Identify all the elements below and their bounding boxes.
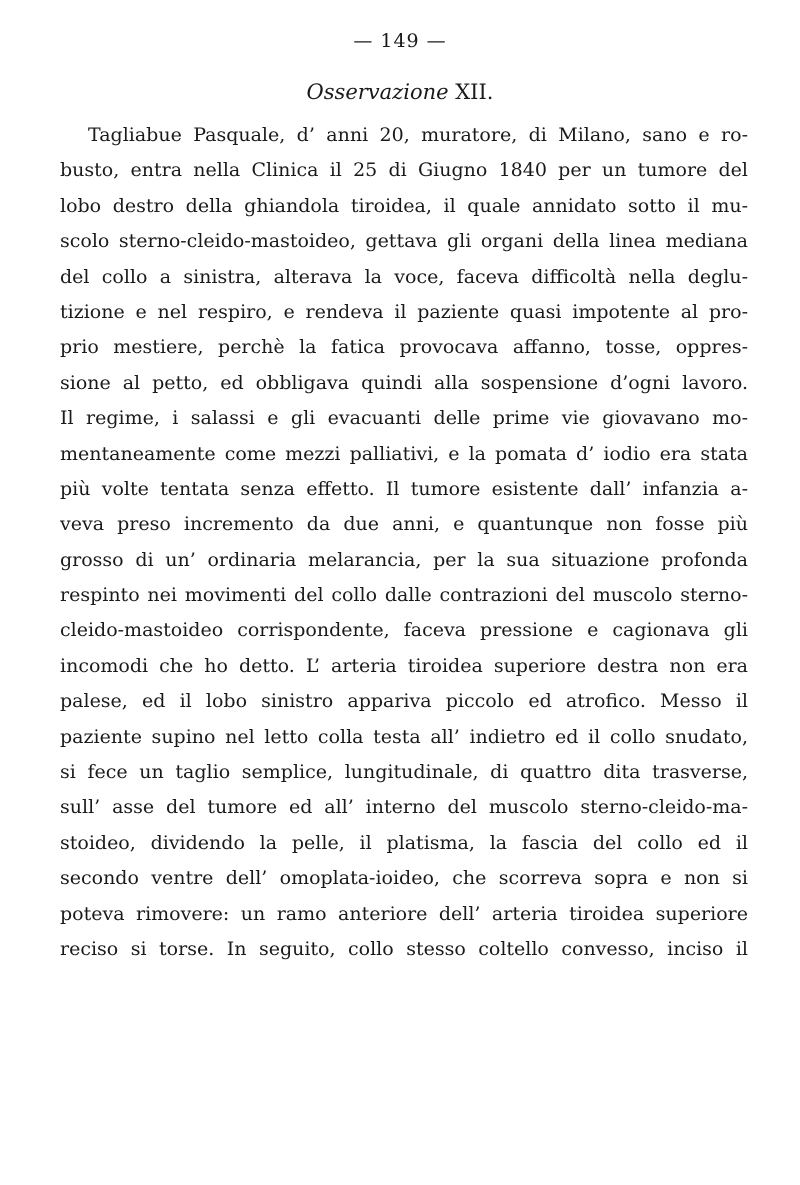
text-line: del collo a sinistra, alterava la voce, faceva difficoltà nella deglu- bbox=[60, 265, 748, 288]
text-line: reciso si torse. In seguito, collo stesso coltello convesso, inciso il bbox=[60, 937, 748, 960]
text-line: grosso di un’ ordinaria melarancia, per la sua situazione profonda bbox=[60, 548, 748, 571]
text-line: lobo destro della ghiandola tiroidea, il quale annidato sotto il mu- bbox=[60, 194, 748, 217]
text-line: scolo sterno-cleido-mastoideo, gettava gli organi della linea mediana bbox=[60, 230, 748, 253]
text-line: sull’ asse del tumore ed all’ interno del muscolo sterno-cleido-ma- bbox=[60, 796, 748, 819]
text-line: Tagliabue Pasquale, d’ anni 20, muratore, di Milano, sano e ro- bbox=[88, 124, 748, 146]
text-line: più volte tentata senza effetto. Il tumore esistente dall’ infanzia a- bbox=[60, 477, 748, 500]
text-line: si fece un taglio semplice, lungitudinale, di quattro dita trasverse, bbox=[60, 761, 748, 784]
text-line: mentaneamente come mezzi palliativi, e la pomata d’ iodio era stata bbox=[60, 442, 748, 465]
text-line: palese, ed il lobo sinistro appariva piccolo ed atrofico. Messo il bbox=[60, 690, 748, 713]
section-heading bbox=[0, 80, 800, 104]
text-line: busto, entra nella Clinica il 25 di Giugno 1840 per un tumore del bbox=[60, 159, 748, 182]
text-line: respinto nei movimenti del collo dalle contrazioni del muscolo sterno- bbox=[60, 584, 748, 607]
heading-title: Osservazione bbox=[306, 80, 449, 104]
text-line: poteva rimovere: un ramo anteriore dell’ arteria tiroidea superiore bbox=[60, 902, 748, 925]
text-line: sione al petto, ed obbligava quindi alla sospensione d’ogni lavoro. bbox=[60, 371, 748, 394]
text-line: Il regime, i salassi e gli evacuanti delle prime vie giovavano mo- bbox=[60, 407, 748, 430]
text-line: cleido-mastoideo corrispondente, faceva pressione e cagionava gli bbox=[60, 619, 748, 642]
body-text bbox=[60, 118, 748, 967]
text-line: stoideo, dividendo la pelle, il platisma, la fascia del collo ed il bbox=[60, 831, 748, 854]
text-line: secondo ventre dell’ omoplata-ioideo, che scorreva sopra e non si bbox=[60, 867, 748, 890]
text-line: veva preso incremento da due anni, e quantunque non fosse più bbox=[60, 513, 748, 536]
page-number: — 149 — bbox=[353, 30, 447, 52]
text-line: prio mestiere, perchè la fatica provocava affanno, tosse, oppres- bbox=[60, 336, 748, 359]
text-line: incomodi che ho detto. L’ arteria tiroidea superiore destra non era bbox=[60, 654, 748, 677]
text-line: tizione e nel respiro, e rendeva il paziente quasi impotente al pro- bbox=[60, 300, 748, 323]
text-line: paziente supino nel letto colla testa all’ indietro ed il collo snudato, bbox=[60, 725, 748, 748]
heading-numeral: XII. bbox=[455, 80, 494, 104]
